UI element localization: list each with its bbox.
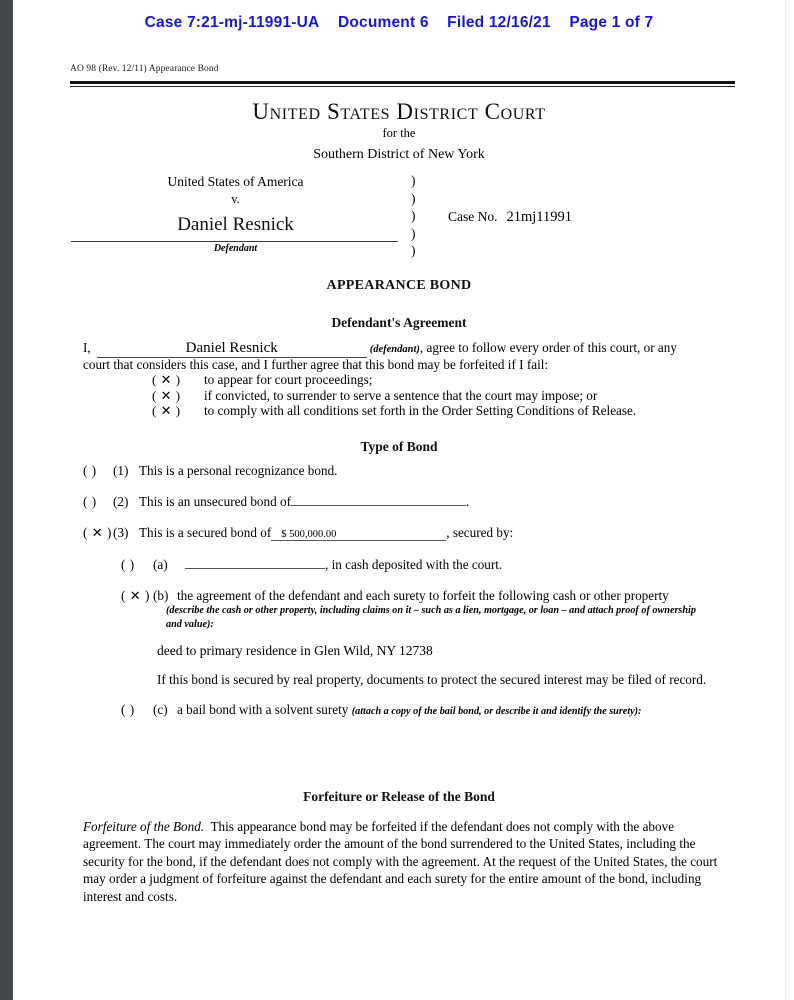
heading-appearance-bond: APPEARANCE BOND [326, 278, 472, 293]
bond-option-tail: , secured by: [446, 525, 514, 540]
ecf-filed-date: Filed 12/16/21 [447, 14, 551, 31]
real-property-note: If this bond is secured by real property, documents to protect the secured interest may be filed of record. [157, 672, 707, 687]
bond-option-1[interactable] [83, 463, 337, 479]
checkbox-checked-icon[interactable]: ( ✕ ) [152, 403, 181, 419]
bond-option-label: This is a secured bond of [139, 525, 272, 540]
checkbox-unchecked-icon[interactable]: ( ) [83, 494, 97, 509]
ecf-page-number: Page 1 of 7 [569, 14, 654, 31]
header-rule-thick [70, 81, 735, 84]
bond-option-2[interactable] [83, 494, 469, 510]
bond-option-tail: . [466, 494, 470, 509]
bond-option-label: This is an unsecured bond of [139, 494, 291, 509]
cash-deposit-amount-field[interactable] [185, 568, 325, 569]
unsecured-bond-amount-field[interactable] [291, 505, 466, 506]
bond-suboption-letter: (c) [153, 702, 168, 717]
bond-option-3[interactable] [83, 525, 513, 541]
bail-bond-surety-note: (attach a copy of the bail bond, or describe it and identify the surety): [351, 706, 642, 717]
heading-defendants-agreement: Defendant's Agreement [331, 315, 467, 330]
header-rule-thin [70, 86, 735, 87]
court-title: United States District Court [252, 99, 546, 124]
bond-suboption-describe-note: (describe the cash or other property, including claims on it – such as a lien, mortgage, or loan – and attach proof of ownership and value): [166, 605, 696, 630]
forfeiture-body: This appearance bond may be forfeited if the defendant does not comply with the above agreement. The court may immediately order the amount of the bond surrendered to the United States, including the security for the bond, if the defendant does not comply with the agreement. At the request of the United States, the court may order a judgment of forfeiture against the defendant and each surety for the entire amount of the bond, including interest and costs. [83, 819, 718, 904]
agreement-item[interactable] [152, 403, 636, 419]
ecf-header-stamp [13, 14, 785, 32]
checkbox-unchecked-icon[interactable]: ( ) [121, 702, 135, 717]
bond-option-label: This is a personal recognizance bond. [139, 463, 338, 478]
court-for-the: for the [382, 126, 416, 140]
caption-paren-column: ) ) ) ) ) [411, 173, 416, 259]
agreement-item[interactable] [152, 388, 636, 404]
caption-plaintiff: United States of America [167, 174, 304, 189]
bond-option-number: (3) [113, 525, 129, 540]
agreement-intro-line [83, 340, 733, 358]
bond-suboption-b[interactable] [121, 588, 721, 631]
document-page [13, 0, 785, 1000]
forfeiture-lead-in: Forfeiture of the Bond. [83, 819, 205, 834]
caption-defendant-label: Defendant [213, 243, 258, 254]
checkbox-unchecked-icon[interactable]: ( ) [121, 557, 135, 572]
forfeiture-paragraph [83, 818, 733, 905]
agreement-intro-tail: , agree to follow every order of this court, or any [419, 340, 677, 355]
bond-suboption-label: , in cash deposited with the court. [325, 557, 503, 572]
ecf-document-number: Document 6 [337, 14, 429, 31]
bond-option-number: (2) [113, 494, 129, 509]
bond-suboption-letter: (b) [153, 588, 169, 603]
agreement-defendant-name-field[interactable]: Daniel Resnick [97, 340, 367, 358]
court-district: Southern District of New York [313, 147, 485, 162]
checkbox-checked-icon[interactable]: ( ✕ ) [152, 387, 181, 403]
heading-type-of-bond: Type of Bond [360, 439, 438, 454]
agreement-i-label: I, [83, 340, 91, 355]
bond-suboption-letter: (a) [153, 557, 168, 572]
bond-suboption-label: the agreement of the defendant and each surety to forfeit the following cash or other property [177, 588, 669, 603]
case-no-value: 21mj11991 [506, 209, 573, 225]
viewer-right-gutter [785, 0, 794, 1000]
agreement-item[interactable] [152, 372, 636, 388]
caption-defendant-name: Daniel Resnick [177, 214, 294, 235]
bond-suboption-label: a bail bond with a solvent surety [177, 702, 349, 717]
checkbox-checked-icon[interactable]: ( ✕ ) [121, 588, 150, 603]
heading-forfeiture-or-release: Forfeiture or Release of the Bond [303, 789, 495, 804]
case-no-label: Case No. [448, 209, 498, 224]
ecf-case-number: Case 7:21-mj-11991-UA [144, 14, 320, 31]
caption-defendant-rule [71, 241, 398, 242]
agreement-checkbox-list [152, 372, 636, 419]
caption-case-number [448, 209, 572, 226]
agreement-item-label: to appear for court proceedings; [204, 372, 373, 387]
form-identifier: AO 98 (Rev. 12/11) Appearance Bond [70, 64, 219, 74]
bond-option-number: (1) [113, 463, 129, 478]
viewer-left-gutter [0, 0, 13, 1000]
agreement-item-label: to comply with all conditions set forth in the Order Setting Conditions of Release. [204, 403, 637, 419]
property-description-value[interactable]: deed to primary residence in Glen Wild, NY 12738 [157, 643, 433, 658]
bond-suboption-a[interactable] [121, 557, 502, 573]
agreement-defendant-note: (defendant) [369, 344, 420, 355]
checkbox-checked-icon[interactable]: ( ✕ ) [152, 372, 181, 387]
caption-versus: v. [231, 192, 240, 206]
bond-suboption-c[interactable] [121, 702, 641, 718]
agreement-intro-line2: court that considers this case, and I further agree that this bond may be forfeited if I fail: [83, 357, 549, 372]
agreement-item-label: if convicted, to surrender to serve a sentence that the court may impose; or [204, 387, 598, 403]
checkbox-checked-icon[interactable]: ( ✕ ) [83, 525, 112, 540]
secured-bond-amount-field[interactable]: $ 500,000.00 [271, 529, 446, 541]
checkbox-unchecked-icon[interactable]: ( ) [83, 463, 97, 478]
